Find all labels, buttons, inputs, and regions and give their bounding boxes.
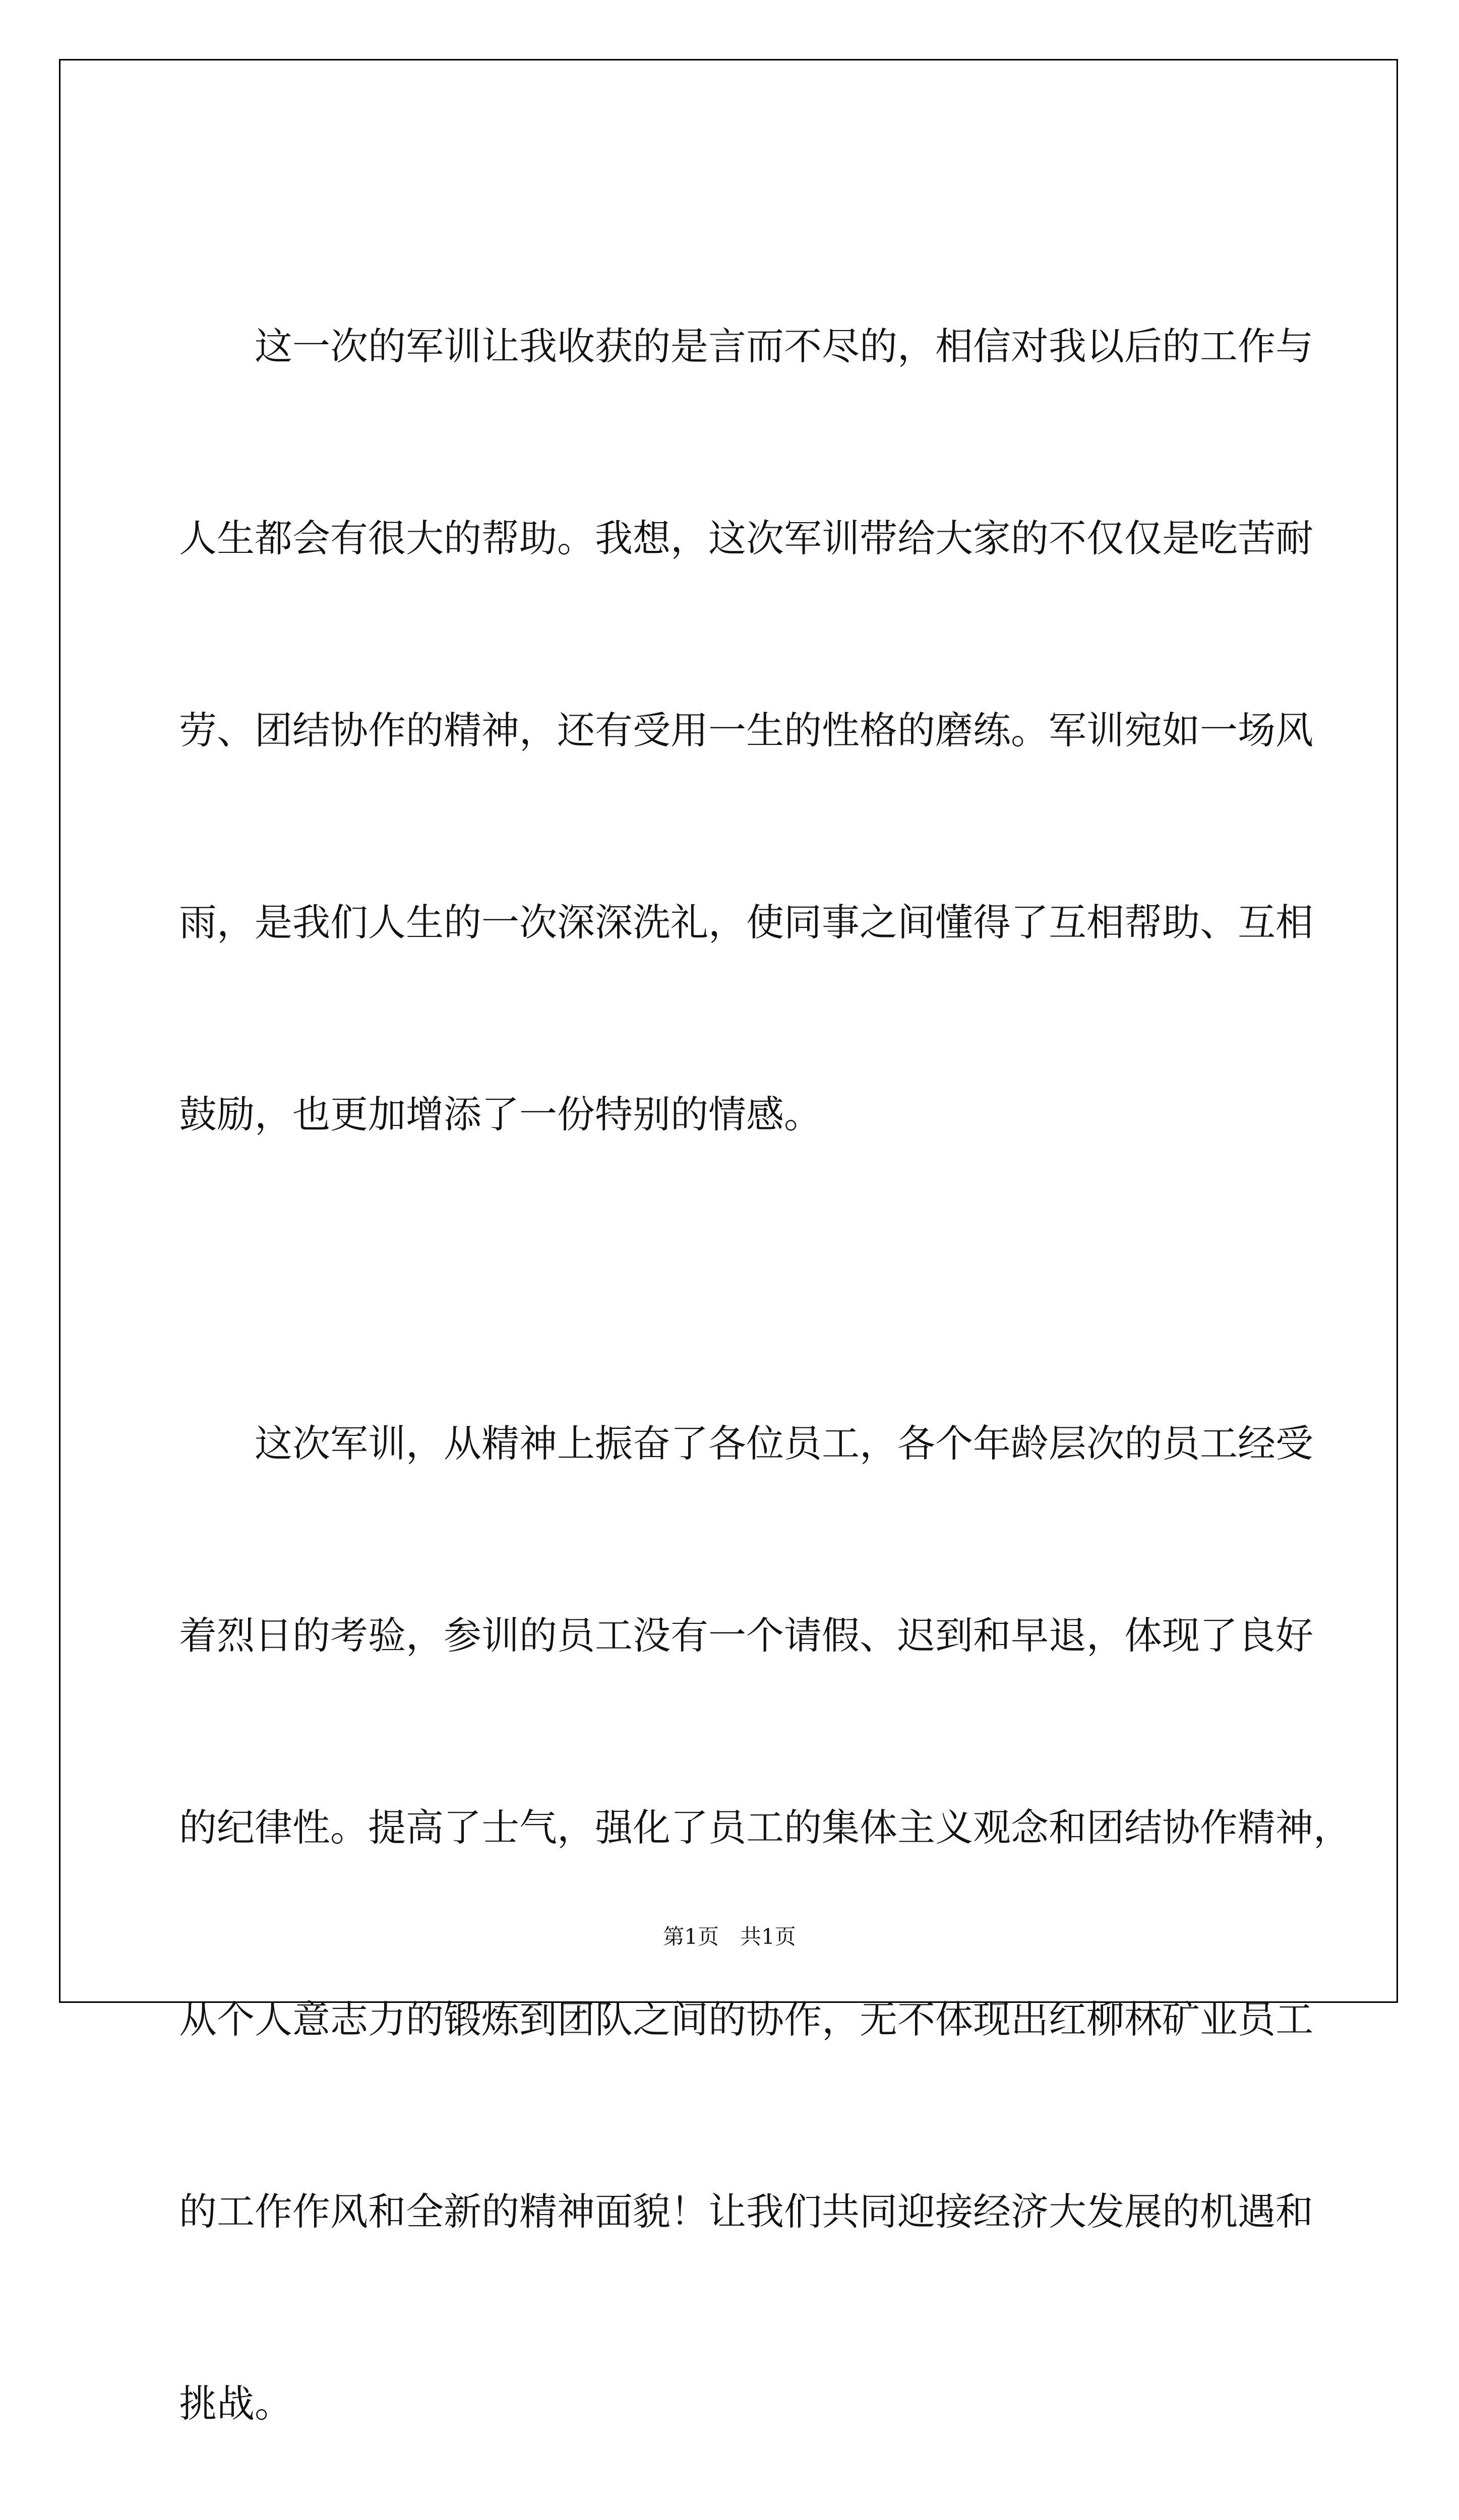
paragraph-line: 挑战。 <box>179 2381 293 2426</box>
paragraph-1 <box>179 186 1314 1275</box>
paragraph-line: 这一次的军训让我收获的是言而不尽的，相信对我以后的工作与 <box>255 324 1314 368</box>
paragraph-2 <box>179 1284 1352 2520</box>
paragraph-line: 雨，是我们人生的一次深深洗礼，使同事之间懂得了互相帮助、互相 <box>179 900 1314 944</box>
paragraph-line: 从个人意志力的锻炼到团队之间的协作，无不体现出红柳林矿业员工 <box>179 1997 1314 2042</box>
paragraph-line: 着烈日的考验，参训的员工没有一个请假、迟到和早退，体现了良好 <box>179 1613 1314 1658</box>
paragraph-line: 的纪律性。提高了士气，强化了员工的集体主义观念和团结协作精神， <box>179 1805 1352 1850</box>
paragraph-line: 的工作作风和全新的精神面貌！让我们共同迎接经济大发展的机遇和 <box>179 2189 1314 2234</box>
paragraph-line: 这次军训，从精神上振奋了各位员工，各个年龄层次的员工经受 <box>255 1421 1314 1466</box>
paragraph-line: 劳、团结协作的精神，还有受用一生的性格的磨练。军训宛如一场风 <box>179 708 1314 752</box>
paragraph-line: 鼓励，也更加增添了一份特别的情感。 <box>179 1092 822 1137</box>
document-body <box>179 186 1352 2520</box>
paragraph-line: 人生都会有很大的帮助。我想，这次军训带给大家的不仅仅是吃苦耐 <box>179 516 1314 560</box>
page-number-footer: 第1页 共1页 <box>663 1924 796 1949</box>
